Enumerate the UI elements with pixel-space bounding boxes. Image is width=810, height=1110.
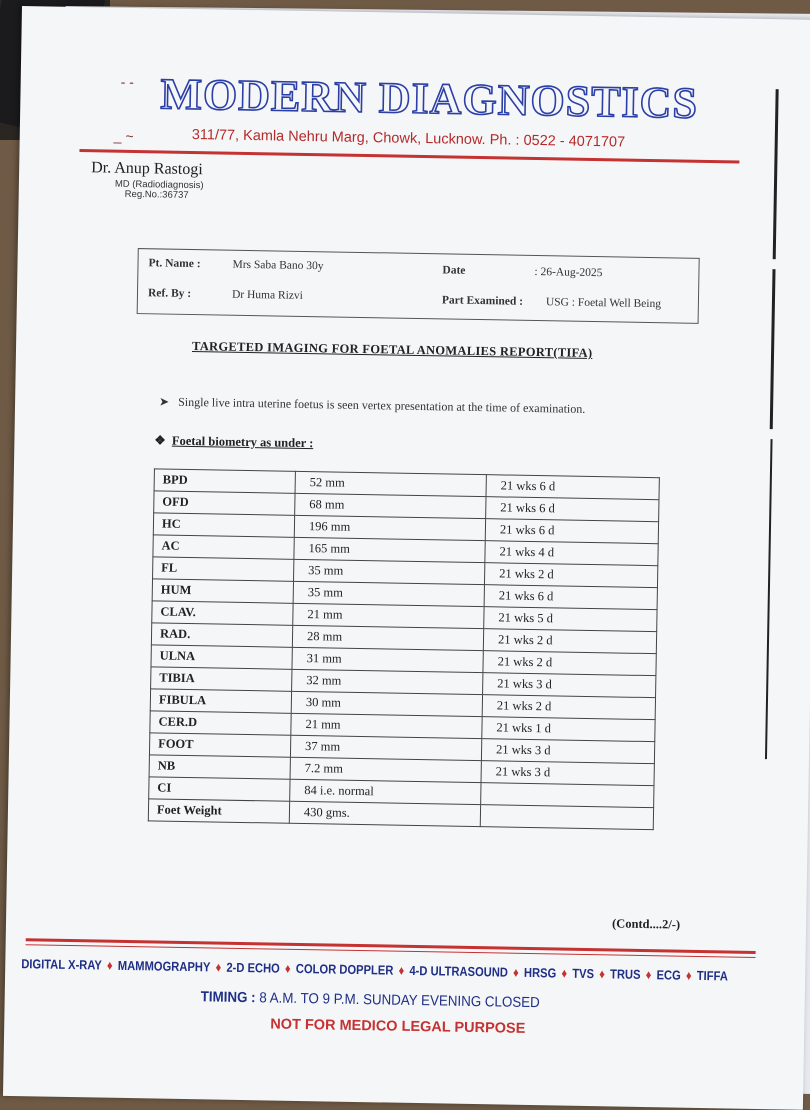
service-item: HRSG xyxy=(523,964,557,981)
biometry-value: 21 mm xyxy=(291,713,482,738)
biometry-gestational-age xyxy=(481,783,654,808)
binder-edge xyxy=(765,439,773,759)
biometry-gestational-age: 21 wks 2 d xyxy=(482,695,655,720)
report-date: : 26-Aug-2025 xyxy=(534,265,603,280)
biometry-parameter: CI xyxy=(149,777,290,801)
biometry-value: 31 mm xyxy=(292,647,483,672)
biometry-value: 35 mm xyxy=(294,559,485,584)
biometry-value: 430 gms. xyxy=(289,801,480,826)
biometry-value: 84 i.e. normal xyxy=(290,779,481,804)
biometry-parameter: CLAV. xyxy=(152,601,293,625)
letterhead xyxy=(81,59,721,201)
biometry-parameter: NB xyxy=(149,755,290,779)
continued-note: (Contd....2/-) xyxy=(611,916,681,932)
biometry-value: 7.2 mm xyxy=(290,757,481,782)
biometry-gestational-age: 21 wks 2 d xyxy=(483,629,656,654)
separator-diamond-icon: ♦ xyxy=(599,966,606,982)
biometry-gestational-age: 21 wks 2 d xyxy=(484,563,657,588)
doctor-qualification: MD (Radiodiagnosis) xyxy=(114,178,204,192)
biometry-parameter: ULNA xyxy=(151,645,292,669)
timing-value: 8 A.M. TO 9 P.M. SUNDAY EVENING CLOSED xyxy=(259,990,540,1012)
biometry-value: 21 mm xyxy=(293,603,484,628)
doctor-name: Dr. Anup Rastogi xyxy=(91,159,203,179)
decor-dash: _ ~ xyxy=(113,127,134,144)
biometry-gestational-age: 21 wks 3 d xyxy=(481,739,654,764)
service-item: DIGITAL X-RAY xyxy=(21,956,102,973)
part-examined-label: Part Examined : xyxy=(441,294,524,308)
biometry-parameter: RAD. xyxy=(151,623,292,647)
biometry-parameter: OFD xyxy=(154,491,295,515)
doctor-credentials xyxy=(115,180,204,202)
biometry-gestational-age: 21 wks 6 d xyxy=(486,475,659,500)
service-item: 2-D ECHO xyxy=(226,959,280,976)
biometry-gestational-age: 21 wks 5 d xyxy=(484,607,657,632)
biometry-table xyxy=(148,468,660,830)
biometry-parameter: AC xyxy=(153,535,294,559)
separator-diamond-icon: ♦ xyxy=(645,967,652,983)
biometry-value: 196 mm xyxy=(294,515,485,540)
referring-doctor: Dr Huma Rizvi xyxy=(231,288,303,302)
diamond-bullet-icon: ❖ xyxy=(154,433,166,448)
doctor-reg-no: Reg.No.:36737 xyxy=(124,188,189,201)
biometry-gestational-age: 21 wks 6 d xyxy=(485,519,658,544)
separator-diamond-icon: ♦ xyxy=(398,962,405,978)
timing-line xyxy=(201,989,540,1011)
report-page xyxy=(3,6,810,1110)
finding-text: Single live intra uterine foetus is seen vertex presentation at the time of examination. xyxy=(178,394,586,416)
biometry-value: 30 mm xyxy=(291,691,482,716)
biometry-value: 68 mm xyxy=(295,493,486,518)
biometry-parameter: CER.D xyxy=(150,711,291,735)
biometry-heading-text: Foetal biometry as under : xyxy=(171,433,314,451)
biometry-value: 35 mm xyxy=(293,581,484,606)
service-item: 4-D ULTRASOUND xyxy=(409,962,509,980)
services-list xyxy=(21,956,728,983)
finding-line xyxy=(159,394,585,416)
service-item: TIFFA xyxy=(696,967,728,984)
biometry-gestational-age: 21 wks 3 d xyxy=(483,673,656,698)
biometry-parameter: FOOT xyxy=(149,733,290,757)
patient-name: Mrs Saba Bano 30y xyxy=(232,258,324,273)
decor-dash: - - xyxy=(120,73,135,90)
date-label: Date xyxy=(442,264,466,277)
service-item: MAMMOGRAPHY xyxy=(117,957,211,975)
separator-diamond-icon: ♦ xyxy=(215,959,222,975)
report-title: TARGETED IMAGING FOR FOETAL ANOMALIES REPORT(TIFA) xyxy=(191,339,593,361)
biometry-value: 52 mm xyxy=(295,471,486,496)
separator-diamond-icon: ♦ xyxy=(106,957,113,973)
service-item: TRUS xyxy=(609,966,641,982)
separator-diamond-icon: ♦ xyxy=(685,967,692,983)
legal-disclaimer: NOT FOR MEDICO LEGAL PURPOSE xyxy=(270,1016,526,1037)
biometry-parameter: HUM xyxy=(152,579,293,603)
biometry-gestational-age: 21 wks 2 d xyxy=(483,651,656,676)
ref-by-label: Ref. By : xyxy=(147,287,192,300)
biometry-gestational-age: 21 wks 6 d xyxy=(484,585,657,610)
arrow-bullet-icon: ➤ xyxy=(158,394,170,409)
service-item: TVS xyxy=(572,965,595,982)
service-item: COLOR DOPPLER xyxy=(295,960,394,978)
biometry-gestational-age: 21 wks 4 d xyxy=(485,541,658,566)
biometry-value: 37 mm xyxy=(290,735,481,760)
biometry-parameter: BPD xyxy=(154,469,295,493)
biometry-gestational-age xyxy=(480,805,653,830)
biometry-parameter: FIBULA xyxy=(150,689,291,713)
biometry-parameter: FL xyxy=(153,557,294,581)
biometry-gestational-age: 21 wks 3 d xyxy=(481,761,654,786)
biometry-parameter: Foet Weight xyxy=(148,799,289,823)
biometry-parameter: TIBIA xyxy=(151,667,292,691)
service-item: ECG xyxy=(656,967,681,983)
biometry-gestational-age: 21 wks 1 d xyxy=(482,717,655,742)
biometry-value: 165 mm xyxy=(294,537,485,562)
patient-info-box xyxy=(137,248,700,324)
biometry-value: 32 mm xyxy=(292,669,483,694)
binder-edge xyxy=(773,89,779,259)
separator-diamond-icon: ♦ xyxy=(284,960,291,976)
brand-address: 311/77, Kamla Nehru Marg, Chowk, Lucknow. Ph. : 0522 - 4071707 xyxy=(191,126,626,151)
brand-name: MODERN DIAGNOSTICS xyxy=(160,69,699,128)
biometry-gestational-age: 21 wks 6 d xyxy=(486,497,659,522)
timing-label: TIMING : xyxy=(200,989,256,1007)
patient-name-label: Pt. Name : xyxy=(148,257,201,271)
biometry-heading xyxy=(154,432,313,451)
biometry-parameter: HC xyxy=(153,513,294,537)
part-examined: USG : Foetal Well Being xyxy=(545,296,662,311)
separator-diamond-icon: ♦ xyxy=(512,964,519,980)
binder-edge xyxy=(770,269,776,429)
separator-diamond-icon: ♦ xyxy=(561,965,568,981)
biometry-value: 28 mm xyxy=(292,625,483,650)
